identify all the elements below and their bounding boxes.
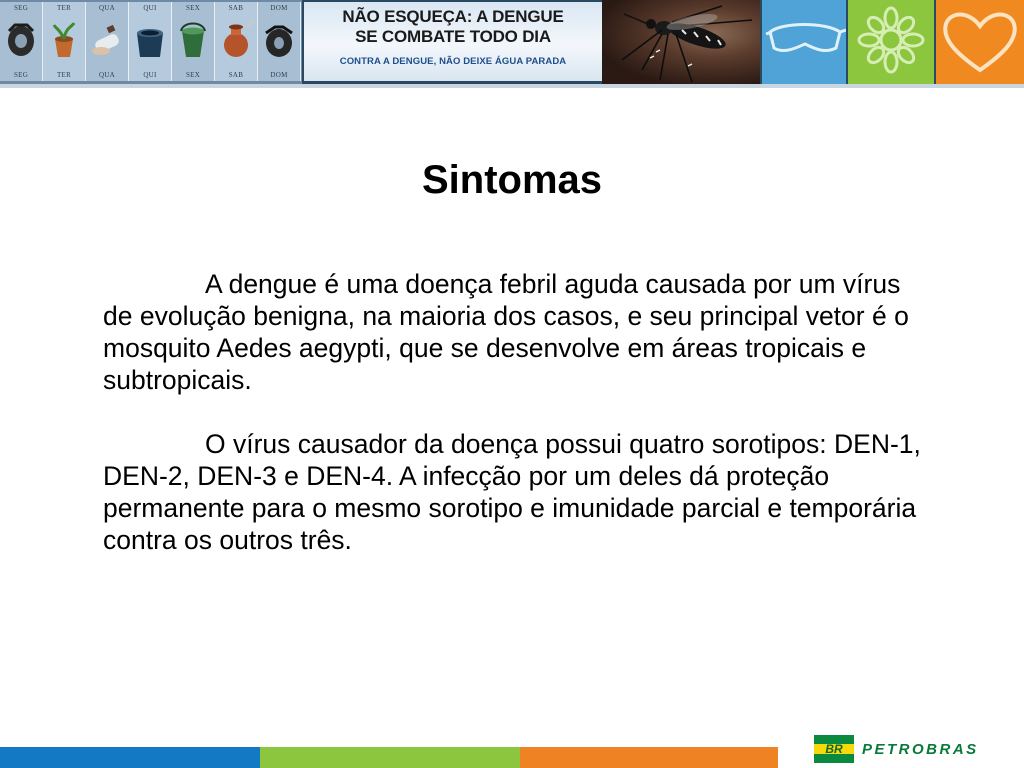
weekday-strip [0,0,302,84]
footer-strip-blue [0,747,260,768]
tire-icon [261,17,297,61]
goggles-icon [762,0,846,84]
day-qui [129,2,172,81]
campaign-banner [0,0,1024,84]
footer-strip-green [260,747,520,768]
day-qua [86,2,129,81]
day-label: SEG [13,71,29,79]
goggles-panel [762,0,846,84]
sunflower-panel [848,0,934,84]
day-label: SEX [185,4,201,12]
sunflower-icon [848,0,934,84]
campaign-message [304,2,602,81]
day-label: QUI [143,4,157,12]
mosquito-photo [602,0,760,84]
bottle-icon [89,17,125,61]
banner-divider [0,84,1024,88]
slide-body [103,268,925,588]
day-label: DOM [270,71,288,79]
logo-letters: BR [825,742,843,756]
campaign-headline-1: NÃO ESQUEÇA: A DENGUE [342,7,564,26]
slide-title: Sintomas [421,158,603,202]
clay-vase-icon [218,17,254,61]
day-ter [43,2,86,81]
paragraph-dengue-definition: A dengue é uma doença febril aguda causada por um vírus de evolução benigna, na maioria dos casos, e seu principal vetor é o mosquito Aedes aegypti, que se desenvolve em áreas tropicais e subtropicais. [103,269,909,395]
day-label: DOM [270,4,288,12]
day-label: QUA [98,71,116,79]
heart-panel [936,0,1024,84]
day-dom [258,2,301,81]
day-label: QUA [98,4,116,12]
mosquito-icon [602,0,760,84]
plant-pot-icon [46,17,82,61]
brand-name: PETROBRAS [862,741,979,758]
day-label: SEX [185,71,201,79]
day-label: SAB [228,71,244,79]
day-seg [0,2,43,81]
day-label: SEG [13,4,29,12]
water-tank-icon [132,17,168,61]
paragraph-serotypes: O vírus causador da doença possui quatro sorotipos: DEN-1, DEN-2, DEN-3 e DEN-4. A infecção por um deles dá proteção permanente para o mesmo sorotipo e imunidade parcial e temporária contra os outros três. [103,429,921,555]
campaign-headline-2: SE COMBATE TODO DIA [355,27,551,46]
heart-icon [936,0,1024,84]
day-label: QUI [143,71,157,79]
day-label: TER [56,71,72,79]
day-sab [215,2,258,81]
day-label: SAB [228,4,244,12]
footer-strip-orange [520,747,778,768]
petrobras-logo [814,735,854,763]
bucket-icon [175,17,211,61]
day-sex [172,2,215,81]
campaign-tagline: CONTRA A DENGUE, NÃO DEIXE ÁGUA PARADA [339,56,567,67]
day-label: TER [56,4,72,12]
tire-icon [3,17,39,61]
